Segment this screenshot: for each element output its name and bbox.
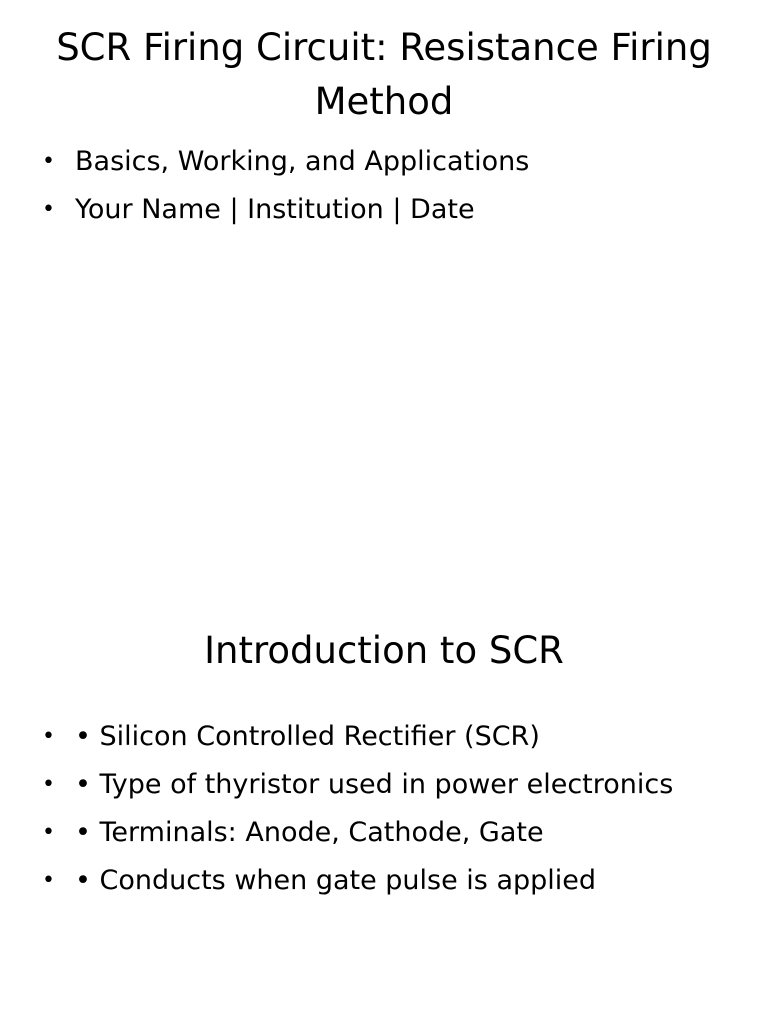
bullet-text: • Silicon Controlled Rectifier (SCR) <box>75 721 540 752</box>
slide-introduction <box>0 576 768 1024</box>
bullet-text: Your Name | Institution | Date <box>75 194 475 225</box>
bullet-item <box>42 713 752 761</box>
bullet-item <box>42 809 752 857</box>
bullet-text: • Type of thyristor used in power electronics <box>75 769 674 800</box>
bullet-marker: • <box>42 820 55 845</box>
bullet-item <box>42 186 752 234</box>
bullet-marker: • <box>42 197 55 222</box>
slide-title-bullet-list <box>42 138 752 234</box>
bullet-text: • Conducts when gate pulse is applied <box>75 865 597 896</box>
slide-introduction-heading: Introduction to SCR <box>204 629 564 672</box>
slide-introduction-bullet-list <box>42 713 752 905</box>
bullet-item <box>42 857 752 905</box>
bullet-marker: • <box>42 724 55 749</box>
bullet-text: • Terminals: Anode, Cathode, Gate <box>75 817 544 848</box>
slide-title-heading: SCR Firing Circuit: Resistance Firing Method <box>56 26 712 123</box>
bullet-item <box>42 138 752 186</box>
bullet-marker: • <box>42 868 55 893</box>
bullet-marker: • <box>42 772 55 797</box>
bullet-marker: • <box>42 149 55 174</box>
bullet-text: Basics, Working, and Applications <box>75 146 530 177</box>
bullet-item <box>42 761 752 809</box>
